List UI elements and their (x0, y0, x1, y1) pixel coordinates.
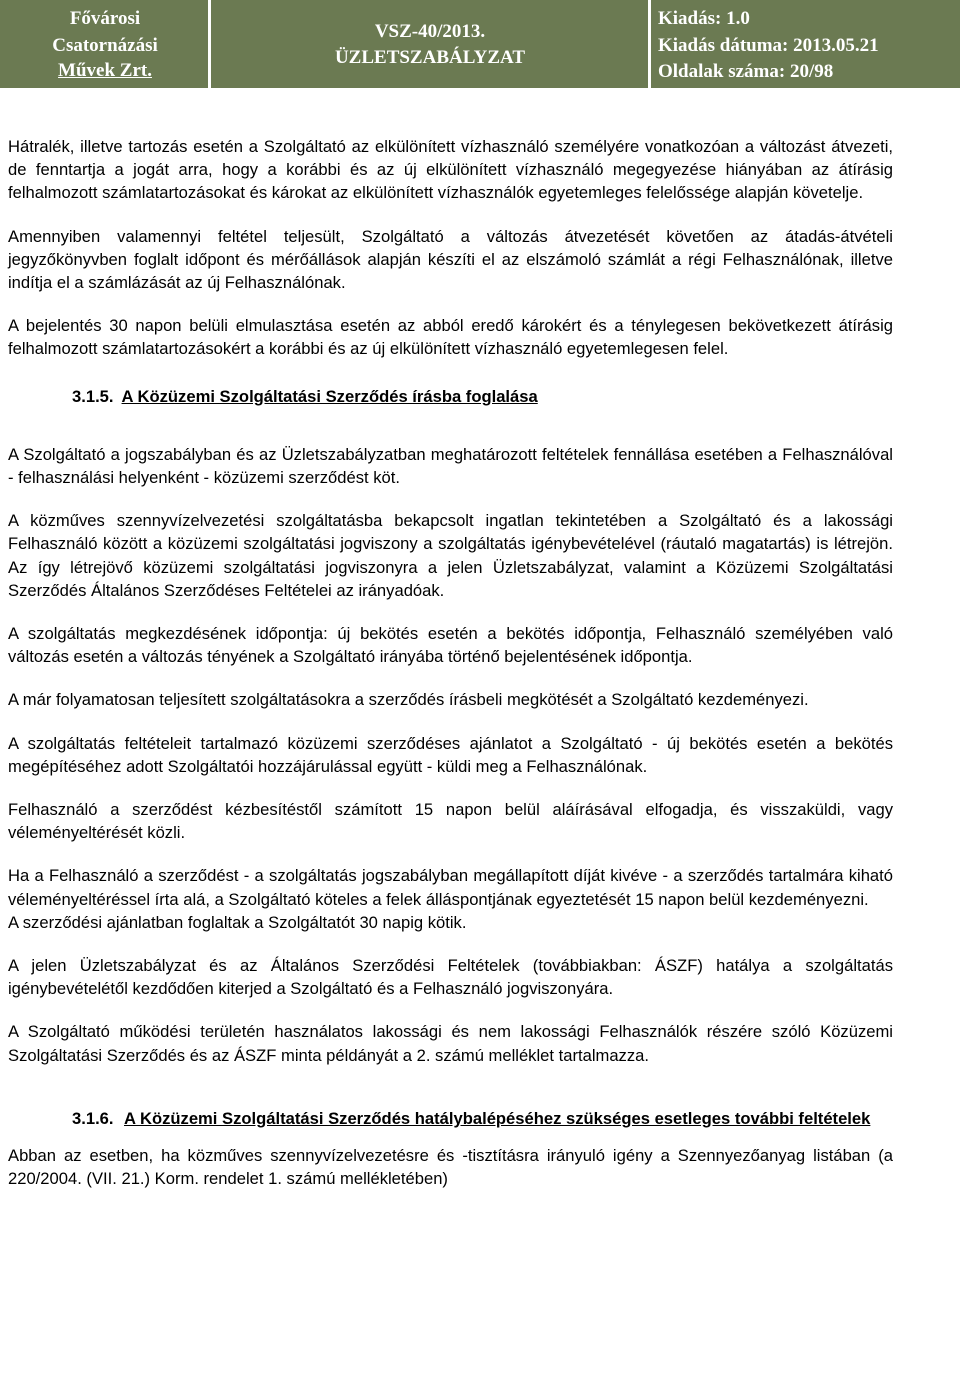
paragraph: A Szolgáltató a jogszabályban és az Üzletszabályzatban meghatározott feltételek fennállása esetében a Felhasználóval - felhasználási helyenként - közüzemi szerződést köt. (8, 444, 893, 488)
paragraph: A közműves szennyvízelvezetési szolgáltatásba bekapcsolt ingatlan tekintetében a Szolgáltató és a lakossági Felhasználó között a közüzemi szolgáltatási jogviszony a szolgáltatás igénybevételével (ráutaló magatartás) is létrejön. Az így létrejövő közüzemi szolgáltatási jogviszonyra a jelen Üzletszabályzat, valamint a Közüzemi Szolgáltatási Szerződés Általános Szerződéses Feltételei az irányadóak. (8, 511, 893, 600)
paragraph: A jelen Üzletszabályzat és az Általános Szerződési Feltételek (továbbiakban: ÁSZF) hatálya a szolgáltatás igénybevételétől kezdődően kiterjed a Szolgáltató és a Felhasználó jogviszonyára. (8, 956, 893, 999)
paragraph: A már folyamatosan teljesített szolgáltatásokra a szerződés írásbeli megkötését a Szolgáltató kezdeményezi. (8, 690, 809, 710)
org-name-line1: Fővárosi (69, 8, 141, 29)
header-organization-cell (0, 0, 210, 88)
paragraph: Amennyiben valamennyi feltétel teljesült, Szolgáltató a változás átvezetését követően az átadás-átvételi jegyzőkönyvben foglalt időpont és mérőállások alapján készíti el az elszámoló számlát a régi Felhasználónak, illetve indítja el a számlázását az új Felhasználónak. (8, 226, 893, 293)
paragraph: Abban az esetben, ha közműves szennyvízelvezetésre és -tisztításra irányuló igény a Szennyezőanyag listában (a 220/2004. (VII. 21.) Korm. rendelet 1. számú mellékletében) (8, 1146, 893, 1189)
paragraph: A bejelentés 30 napon belüli elmulasztása esetén az abból eredő károkért és a ténylegesen bekövetkezett átírásig felhalmozott számlatartozásokért a korábbi és az új elkülönített vízhasználó egyetemlegesen felel. (8, 316, 893, 359)
document-title: ÜZLETSZABÁLYZAT (334, 47, 526, 68)
document-body (8, 135, 893, 1211)
paragraph: A szerződési ajánlatban foglaltak a Szolgáltatót 30 napig kötik. (8, 912, 467, 932)
org-name-line3: Művek Zrt. (58, 60, 152, 81)
paragraph: A Szolgáltató működési területén használatos lakossági és nem lakossági Felhasználók részére szóló Közüzemi Szolgáltatási Szerződés és az ÁSZF minta példányát a 2. számú melléklet tartalmazza. (8, 1022, 893, 1065)
document-code: VSZ-40/2013. (374, 21, 486, 42)
section-number: 3.1.5. (72, 386, 114, 406)
paragraph: Ha a Felhasználó a szerződést - a szolgáltatás jogszabályban megállapított díját kivéve - a szerződés tartalmára kiható véleményeltéréssel írta alá, a Szolgáltató köteles a felek álláspontjának egyeztetését 15 napon belül kezdeményezni. (8, 866, 893, 909)
paragraph: A szolgáltatás feltételeit tartalmazó közüzemi szerződéses ajánlatot a Szolgáltató - új bekötés esetén a bekötés megépítéséhez adott Szolgáltatói hozzájárulással együtt - küldi meg a Felhasználónak. (8, 733, 893, 776)
section-title: A Közüzemi Szolgáltatási Szerződés írásba foglalása (121, 386, 538, 406)
document-header (0, 0, 960, 88)
paragraph: Hátralék, illetve tartozás esetén a Szolgáltató az elkülönített vízhasználó személyére vonatkozóan a változást átvezeti, de fenntartja a jogát arra, hogy a korábbi és az új elkülönített vízhasználó megegyezése hiányában az átírásig felhalmozott számlatartozásokat és károkat az elkülönített vízhasználók egyetemleges felelőssége alapján követelje. (8, 137, 893, 203)
issue-number: Kiadás: 1.0 (658, 8, 750, 29)
section-title: A Közüzemi Szolgáltatási Szerződés hatálybalépéséhez szükséges esetleges további feltételek (124, 1108, 871, 1128)
section-heading-3-1-5 (8, 385, 893, 408)
section-number: 3.1.6. (72, 1108, 114, 1128)
paragraph: Felhasználó a szerződést kézbesítéstől számított 15 napon belül aláírásával elfogadja, és visszaküldi, vagy véleményeltérését közli. (8, 800, 893, 843)
paragraph: A szolgáltatás megkezdésének időpontja: új bekötés esetén a bekötés időpontja, Felhasználó személyében való változás esetén a változás tényének a Szolgáltató irányába történő bejelentésének időpontja. (8, 624, 893, 667)
issue-date: Kiadás dátuma: 2013.05.21 (658, 35, 879, 56)
header-meta-cell (650, 0, 960, 88)
page-count: Oldalak száma: 20/98 (658, 61, 834, 82)
org-name-line2: Csatornázási (52, 35, 158, 56)
section-heading-3-1-6 (8, 1107, 893, 1130)
header-document-cell (210, 0, 650, 88)
